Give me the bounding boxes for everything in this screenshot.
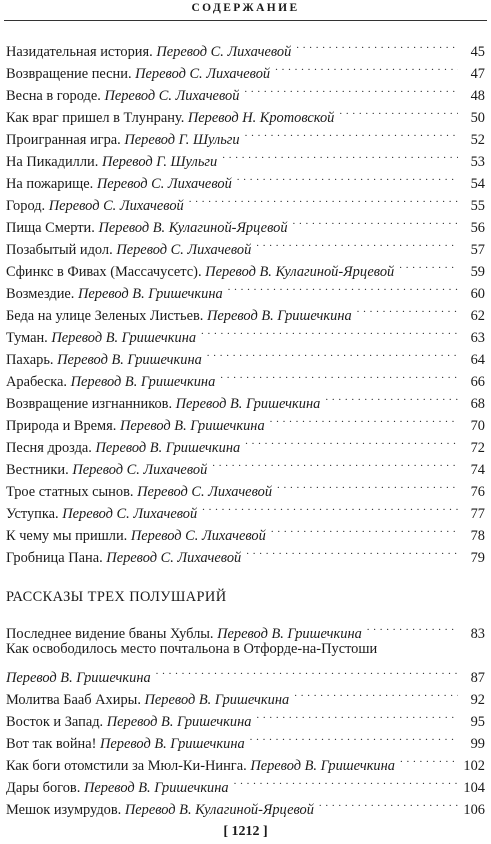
toc-entry-title: Позабытый идол.: [6, 242, 113, 258]
toc-entry-translator: Перевод С. Лихачевой: [62, 506, 198, 522]
toc-entry-translator: Перевод С. Лихачевой: [106, 550, 242, 566]
toc-entry-translator: Перевод С. Лихачевой: [156, 44, 292, 60]
dot-leader: [244, 78, 458, 100]
toc-entry-page: 77: [470, 506, 485, 522]
toc-entry-text: [6, 151, 217, 173]
toc-entry-title: Город.: [6, 198, 46, 214]
toc-entry-translator: Перевод В. Гришечкина: [217, 626, 362, 642]
toc-entry-text: [6, 63, 270, 85]
toc-entry-translator: Перевод В. Гришечкина: [6, 670, 151, 686]
toc-entry-text: [6, 85, 239, 107]
toc-entry-text: [6, 689, 289, 711]
dot-leader: [319, 792, 458, 814]
toc-entry-translator: Перевод В. Гришечкина: [51, 330, 197, 346]
toc-entry-translator: Перевод С. Лихачевой: [137, 484, 273, 500]
toc-entry-text: [6, 327, 196, 349]
toc-entry-title: Пахарь.: [6, 352, 54, 368]
toc-entry-translator: Перевод В. Гришечкина: [95, 440, 241, 456]
toc-entry-title: Дары богов.: [6, 780, 81, 796]
toc-entry-page: 72: [470, 440, 485, 456]
toc-entry-title: К чему мы пришли.: [6, 528, 128, 544]
toc-entry-translator: Перевод В. Гришечкина: [106, 714, 252, 730]
dot-leader: [207, 342, 458, 364]
toc-entry-page: 78: [470, 528, 485, 544]
dot-leader: [325, 386, 458, 408]
dot-leader: [202, 496, 458, 518]
dot-leader: [189, 188, 458, 210]
toc-entry: [6, 34, 485, 60]
toc-entry-text: [6, 547, 241, 569]
toc-entry-title: Назидательная история.: [6, 44, 153, 60]
dot-leader: [237, 166, 458, 188]
toc-entry-title: Вестники.: [6, 462, 69, 478]
toc-entry-title: Как боги отомстили за Мюл-Ки-Нинга.: [6, 758, 247, 774]
toc-entry-page: 56: [470, 220, 485, 236]
toc-entry-translator: Перевод В. Гришечкина: [119, 418, 265, 434]
toc-entry-title: Последнее видение бваны Хублы.: [6, 626, 214, 642]
toc-entry-text: [6, 459, 207, 481]
toc-entry-page: 66: [470, 374, 485, 390]
toc-entry-page: 53: [470, 154, 485, 170]
toc-entry-title: На Пикадилли.: [6, 154, 99, 170]
table-of-contents: [6, 34, 485, 818]
toc-entry-translator: Перевод В. Гришечкина: [78, 286, 223, 302]
toc-entry-page: 95: [470, 714, 485, 730]
toc-entry-title: Восток и Запад.: [6, 714, 104, 730]
toc-entry-translator: Перевод С. Лихачевой: [72, 462, 208, 478]
toc-entry-text: [6, 733, 245, 755]
toc-entry-page: 74: [470, 462, 485, 478]
toc-entry-text: [6, 641, 377, 657]
toc-entry-text: [6, 777, 229, 799]
running-head: СОДЕРЖАНИЕ: [191, 2, 300, 14]
toc-entry-translator: Перевод С. Лихачевой: [104, 88, 240, 104]
toc-entry-translator: Перевод В. Гришечкина: [100, 736, 245, 752]
toc-entry-page: 104: [463, 780, 485, 796]
toc-entry-title: Возмездие.: [6, 286, 75, 302]
dot-leader: [357, 298, 458, 320]
toc-list-main: [6, 34, 485, 566]
toc-entry-translator: Перевод С. Лихачевой: [96, 176, 232, 192]
toc-entry-translator: Перевод С. Лихачевой: [116, 242, 252, 258]
toc-entry-page: 63: [470, 330, 485, 346]
toc-entry-text: [6, 195, 184, 217]
toc-entry-text: [6, 283, 223, 305]
section-title: РАССКАЗЫ ТРЕХ ПОЛУШАРИЙ: [6, 589, 227, 605]
toc-entry-text: [6, 349, 202, 371]
dot-leader: [220, 364, 458, 386]
toc-entry-title: Песня дрозда.: [6, 440, 92, 456]
toc-entry-translator: Перевод Н. Кротовской: [187, 110, 335, 126]
toc-entry-page: 64: [470, 352, 485, 368]
toc-entry-title: Гробница Пана.: [6, 550, 103, 566]
toc-entry-translator: Перевод В. Гришечкина: [207, 308, 352, 324]
toc-entry-text: [6, 239, 251, 261]
toc-entry-page: 99: [470, 736, 485, 752]
toc-entry-translator: Перевод В. Гришечкина: [57, 352, 202, 368]
toc-entry-title: Беда на улице Зеленых Листьев.: [6, 308, 204, 324]
dot-leader: [294, 682, 458, 704]
dot-leader: [156, 660, 458, 682]
toc-entry-title: Молитва Бааб Ахиры.: [6, 692, 141, 708]
toc-entry-page: 57: [470, 242, 485, 258]
dot-leader: [293, 210, 458, 232]
dot-leader: [256, 232, 458, 254]
toc-entry-page: 45: [470, 44, 485, 60]
toc-entry-translator: Перевод Г. Шульги: [101, 154, 218, 170]
dot-leader: [400, 748, 458, 770]
toc-entry-page: 70: [470, 418, 485, 434]
toc-entry-page: 62: [470, 308, 485, 324]
toc-entry-title: Природа и Время.: [6, 418, 117, 434]
toc-entry-text: [6, 525, 266, 547]
toc-entry-translator: Перевод В. Гришечкина: [144, 692, 290, 708]
toc-entry-text: [6, 217, 288, 239]
toc-entry-page: 47: [470, 66, 485, 82]
toc-entry-page: 54: [470, 176, 485, 192]
toc-entry: [6, 660, 485, 686]
dot-leader: [296, 34, 458, 56]
page-number: [ 1212 ]: [223, 824, 268, 839]
toc-entry-translator: Перевод С. Лихачевой: [48, 198, 184, 214]
toc-entry-title: Мешок изумрудов.: [6, 802, 122, 818]
toc-entry-page: 76: [470, 484, 485, 500]
dot-leader: [399, 254, 458, 276]
dot-leader: [367, 616, 458, 638]
toc-entry-text: [6, 41, 291, 63]
toc-entry-text: [6, 129, 240, 151]
toc-entry-text: [6, 711, 251, 733]
toc-entry-text: [6, 437, 240, 459]
toc-entry: [6, 638, 485, 660]
toc-entry-page: 92: [470, 692, 485, 708]
toc-entry-title: Как освободилось место почтальона в Отфорде-на-Пустоши: [6, 641, 378, 657]
dot-leader: [250, 726, 458, 748]
toc-entry-page: 79: [470, 550, 485, 566]
toc-entry-title: Возвращение изгнанников.: [6, 396, 173, 412]
toc-entry-translator: Перевод Г. Шульги: [124, 132, 240, 148]
toc-entry-text: [6, 503, 197, 525]
toc-list-section: [6, 616, 485, 818]
toc-entry-page: 59: [470, 264, 485, 280]
toc-entry-page: 48: [470, 88, 485, 104]
dot-leader: [277, 474, 458, 496]
toc-entry-translator: Перевод В. Гришечкина: [175, 396, 321, 412]
toc-entry-title: Уступка.: [6, 506, 59, 522]
toc-entry-page: 68: [470, 396, 485, 412]
toc-entry-translator: Перевод С. Лихачевой: [135, 66, 271, 82]
toc-entry-translator: Перевод В. Кулагиной-Ярцевой: [205, 264, 395, 280]
toc-entry-title: Проигранная игра.: [6, 132, 121, 148]
toc-entry-page: 87: [470, 670, 485, 686]
toc-entry-title: Вот так война!: [6, 736, 97, 752]
toc-entry-title: Как враг пришел в Тлунрану.: [6, 110, 185, 126]
toc-entry-title: Возвращение песни.: [6, 66, 132, 82]
toc-entry-page: 106: [463, 802, 485, 818]
toc-entry-page: 50: [470, 110, 485, 126]
toc-entry-text: [6, 371, 215, 393]
toc-entry-page: 102: [463, 758, 485, 774]
toc-entry-translator: Перевод В. Гришечкина: [250, 758, 395, 774]
dot-leader: [275, 56, 458, 78]
dot-leader: [222, 144, 458, 166]
dot-leader: [245, 430, 458, 452]
toc-entry-text: [6, 415, 265, 437]
dot-leader: [339, 100, 458, 122]
toc-entry-translator: Перевод В. Кулагиной-Ярцевой: [124, 802, 314, 818]
toc-entry-title: Туман.: [6, 330, 48, 346]
toc-entry-title: Арабеска.: [6, 374, 67, 390]
toc-entry-translator: Перевод В. Гришечкина: [70, 374, 216, 390]
toc-entry-text: [6, 667, 151, 689]
toc-entry-page: 52: [470, 132, 485, 148]
toc-entry-title: На пожарище.: [6, 176, 94, 192]
toc-entry-title: Пища Смерти.: [6, 220, 95, 236]
toc-entry-page: 83: [470, 626, 485, 642]
toc-entry-translator: Перевод В. Кулагиной-Ярцевой: [98, 220, 288, 236]
dot-leader: [245, 122, 458, 144]
toc-entry-title: Весна в городе.: [6, 88, 101, 104]
dot-leader: [270, 408, 458, 430]
dot-leader: [256, 704, 458, 726]
toc-entry-title: Трое статных сынов.: [6, 484, 134, 500]
dot-leader: [228, 276, 458, 298]
dot-leader: [271, 518, 458, 540]
dot-leader: [234, 770, 458, 792]
toc-entry-title: Сфинкс в Фивах (Массачусетс).: [6, 264, 202, 280]
toc-entry-translator: Перевод С. Лихачевой: [130, 528, 266, 544]
toc-entry: [6, 616, 485, 642]
dot-leader: [246, 540, 458, 562]
dot-leader: [201, 320, 458, 342]
header-rule: [4, 20, 487, 21]
dot-leader: [212, 452, 458, 474]
toc-entry-page: 55: [470, 198, 485, 214]
toc-entry-text: [6, 799, 314, 821]
toc-entry-translator: Перевод В. Гришечкина: [83, 780, 229, 796]
toc-entry-page: 60: [470, 286, 485, 302]
